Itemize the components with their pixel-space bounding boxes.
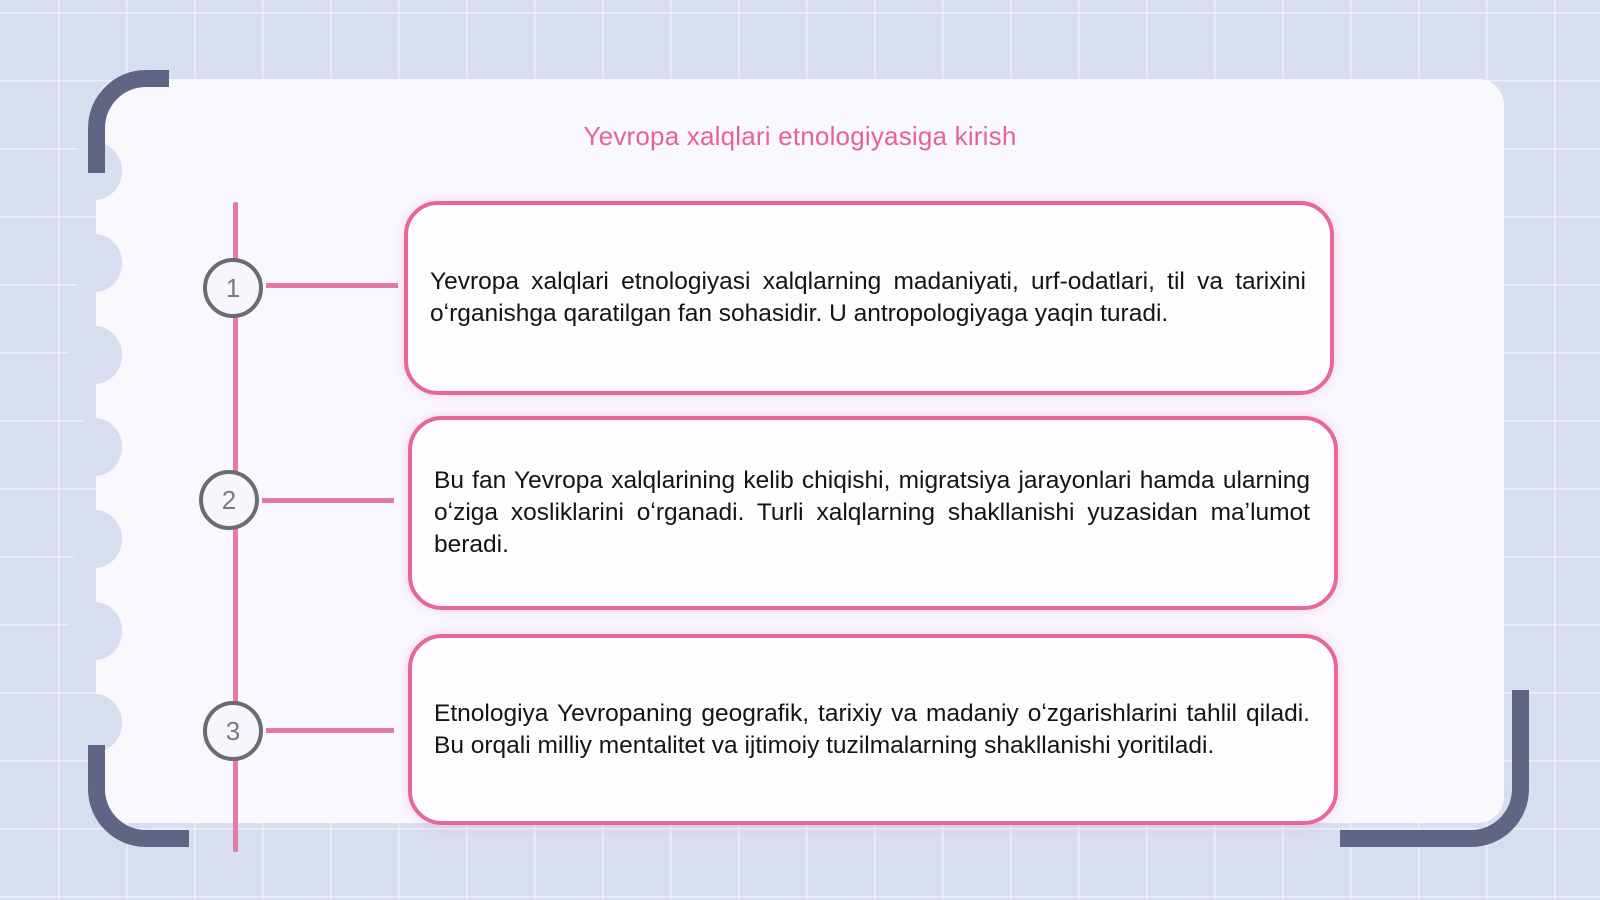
corner-bracket-bottom-left xyxy=(88,745,189,847)
card-text-1: Yevropa xalqlari etnologiyasi xalqlarning madaniyati, urf-odatlari, til va tarixini oʻrganishga qaratilgan fan sohasidir. U antropologiyaga yaqin turadi. xyxy=(430,268,1306,327)
step-number-2: 2 xyxy=(199,470,259,530)
slide-title: Yevropa xalqlari etnologiyasiga kirish xyxy=(583,121,1017,151)
paper-hole xyxy=(68,418,122,476)
corner-bracket-top-left xyxy=(88,70,169,173)
timeline-card-3 xyxy=(408,634,1338,825)
paper-hole xyxy=(68,234,122,292)
paper-hole xyxy=(68,326,122,384)
timeline-connector xyxy=(266,283,398,288)
paper-hole xyxy=(68,510,122,568)
timeline-connector xyxy=(262,498,394,503)
step-number-3: 3 xyxy=(203,701,263,761)
paper-hole xyxy=(68,694,122,752)
corner-bracket-bottom-right xyxy=(1340,690,1529,847)
step-number-1: 1 xyxy=(203,258,263,318)
timeline-connector xyxy=(266,728,394,733)
timeline-card-1 xyxy=(404,201,1334,395)
card-text-3: Etnologiya Yevropaning geografik, tarixiy va madaniy oʻzgarishlarini tahlil qiladi. Bu orqali milliy mentalitet va ijtimoiy tuzilmalarning shakllanishi yoritiladi. xyxy=(434,699,1310,759)
card-text-2: Bu fan Yevropa xalqlarining kelib chiqishi, migratsiya jarayonlari hamda ularning oʻziga xosliklarini oʻrganadi. Turli xalqlarning shakllanishi yuzasidan maʼlumot beradi. xyxy=(434,467,1310,558)
paper-hole xyxy=(68,602,122,660)
timeline-card-2 xyxy=(408,416,1338,610)
